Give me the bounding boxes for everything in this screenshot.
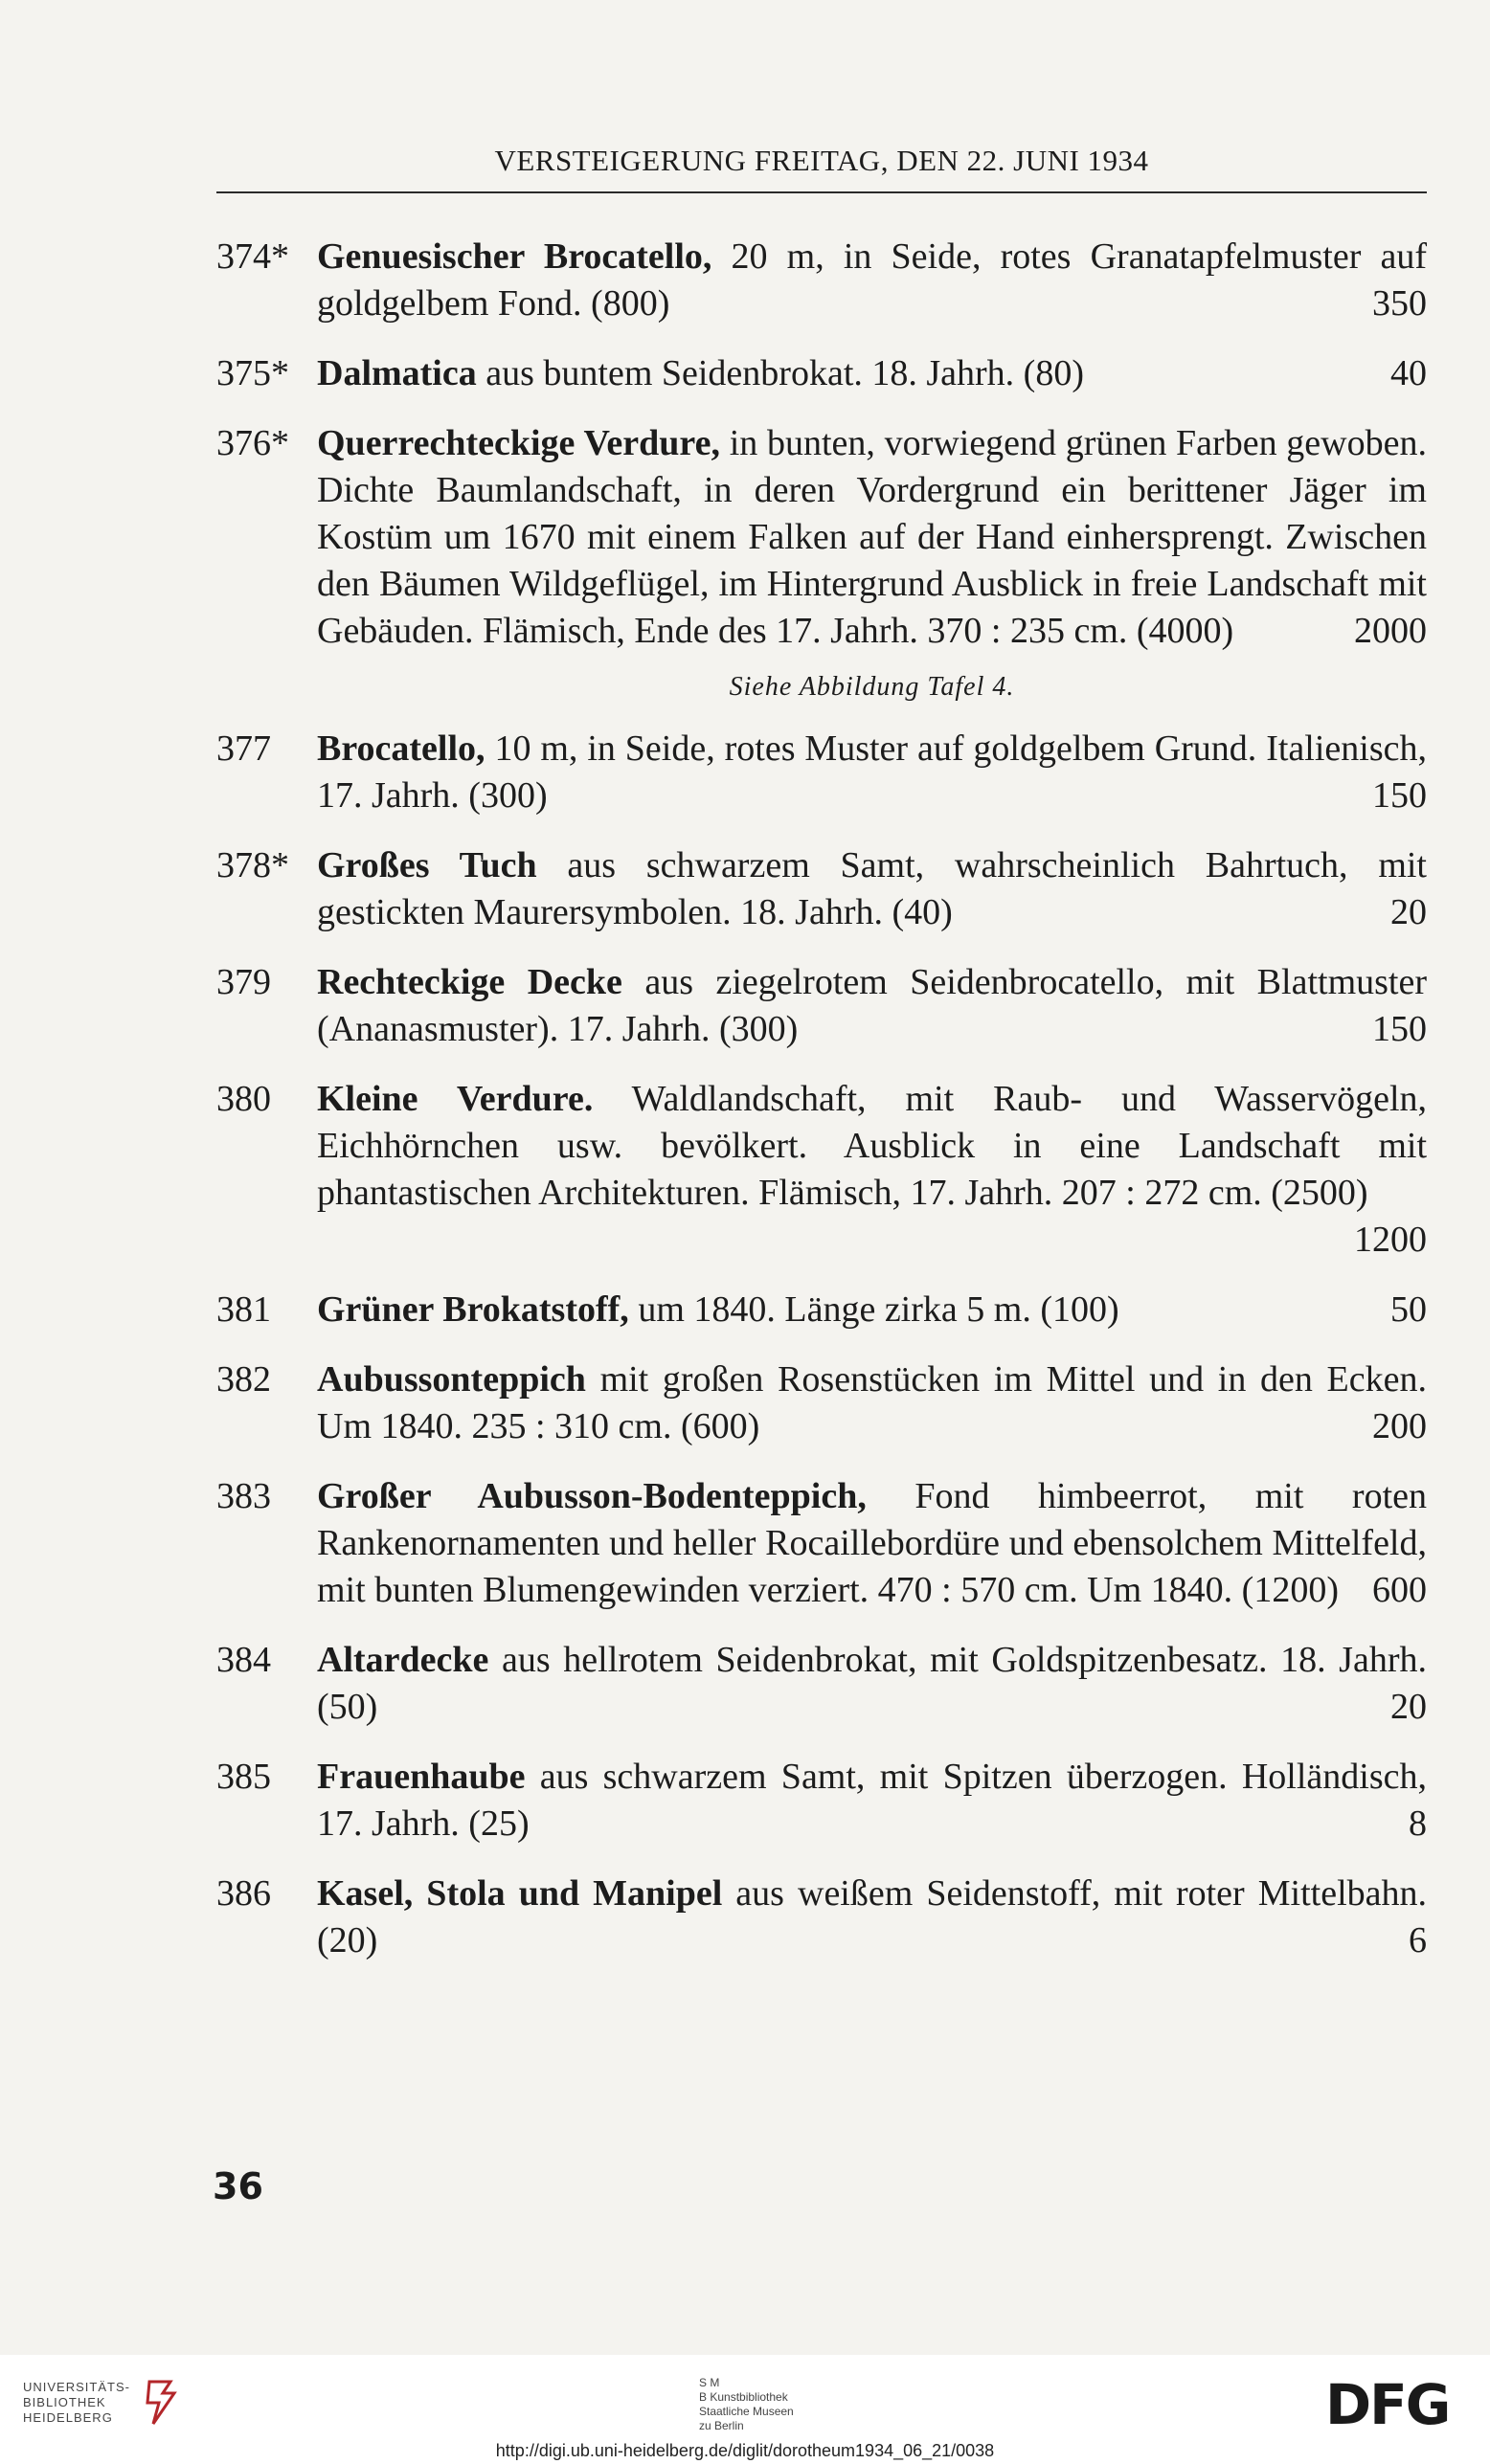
lot-entry [216, 1356, 1427, 1450]
lot-number: 381 [216, 1289, 271, 1330]
lot-title: Genuesischer Brocatello, [317, 236, 712, 277]
lot-list [216, 234, 1427, 1987]
lot-title: Kasel, Stola und Manipel [317, 1873, 723, 1914]
lot-description: aus ziegelrotem Seidenbrocatello, mit Blattmuster (Ananasmuster). 17. Jahrh. (300) [317, 962, 1427, 1049]
library-emblem-icon [142, 2374, 180, 2431]
lot-title: Brocatello, [317, 728, 485, 769]
lot-description: 10 m, in Seide, rotes Muster auf goldgelbem Grund. Italienisch, 17. Jahrh. (300) [317, 728, 1427, 816]
lot-price: 20 [1390, 892, 1427, 932]
lot-title: Großes Tuch [317, 845, 537, 885]
header-rule [216, 191, 1427, 193]
lot-title: Dalmatica [317, 353, 477, 393]
lot-title: Rechteckige Decke [317, 962, 622, 1002]
stamp-line: Staatliche Museen [699, 2405, 794, 2418]
lot-entry [216, 1637, 1427, 1731]
lot-number: 383 [216, 1476, 271, 1516]
library-logo-line: BIBLIOTHEK [23, 2395, 106, 2409]
lot-description: Fond himbeerrot, mit roten Rankenornamenten und heller Rocaillebordüre und ebensolchem Mittelfeld, mit bunten Blumengewinden verziert. 470 : 570 cm. Um 1840. (1200) [317, 1476, 1427, 1610]
running-header: VERSTEIGERUNG FREITAG, DEN 22. JUNI 1934 [494, 144, 1149, 177]
viewer-footer [0, 2355, 1490, 2464]
lot-description: 20 m, in Seide, rotes Granatapfelmuster auf goldgelbem Fond. (800) [317, 236, 1428, 324]
permalink-url[interactable]: http://digi.ub.uni-heidelberg.de/diglit/dorotheum1934_06_21/0038 [495, 2441, 995, 2460]
lot-title: Großer Aubusson-Bodenteppich, [317, 1476, 867, 1516]
dfg-logo[interactable]: DFG [1325, 2372, 1450, 2437]
lot-price: 350 [1372, 283, 1427, 324]
stamp-line: B Kunstbibliothek [699, 2390, 788, 2404]
lot-description: aus weißem Seidenstoff, mit roter Mittelbahn. (20) [317, 1873, 1427, 1960]
library-logo-line: UNIVERSITÄTS- [23, 2380, 130, 2394]
lot-number: 376* [216, 423, 289, 463]
lot-entry [216, 234, 1427, 327]
lot-description: Waldlandschaft, mit Raub- und Wasservögeln, Eichhörnchen usw. bevölkert. Ausblick in eine Landschaft mit phantastischen Architekturen. Flämisch, 17. Jahrh. 207 : 272 cm. (2500) [317, 1079, 1428, 1213]
lot-title: Aubussonteppich [317, 1359, 586, 1400]
library-logo[interactable] [23, 2380, 130, 2426]
lot-number: 386 [216, 1873, 271, 1914]
holding-stamp [699, 2376, 794, 2433]
stamp-line: zu Berlin [699, 2419, 744, 2432]
lot-entry [216, 1076, 1427, 1264]
lot-description: aus hellrotem Seidenbrokat, mit Goldspitzenbesatz. 18. Jahrh. (50) [317, 1640, 1427, 1727]
lot-description: aus buntem Seidenbrokat. 18. Jahrh. (80) [476, 353, 1084, 393]
page-number: 36 [213, 2165, 263, 2207]
lot-title: Altardecke [317, 1640, 489, 1680]
lot-entry [216, 1287, 1427, 1333]
stamp-line: S M [699, 2376, 720, 2389]
lot-entry [216, 726, 1427, 819]
lot-description: aus schwarzem Samt, mit Spitzen überzogen. Holländisch, 17. Jahrh. (25) [317, 1757, 1427, 1844]
lot-price: 50 [1390, 1289, 1427, 1330]
lot-number: 375* [216, 353, 289, 393]
lot-entry [216, 420, 1427, 655]
plate-reference-note: Siehe Abbildung Tafel 4. [729, 672, 1015, 702]
lot-entry [216, 1870, 1427, 1964]
lot-entry [216, 1473, 1427, 1614]
lot-price: 20 [1390, 1687, 1427, 1727]
lot-price: 600 [1372, 1570, 1427, 1610]
lot-title: Grüner Brokatstoff, [317, 1289, 629, 1330]
lot-number: 374* [216, 236, 289, 277]
lot-price: 8 [1409, 1803, 1427, 1844]
lot-price: 1200 [1354, 1220, 1427, 1260]
lot-description: um 1840. Länge zirka 5 m. (100) [628, 1289, 1119, 1330]
lot-price: 6 [1409, 1920, 1427, 1960]
lot-price: 150 [1372, 1009, 1427, 1049]
lot-title: Querrechteckige Verdure, [317, 423, 720, 463]
lot-number: 379 [216, 962, 271, 1002]
lot-description: mit großen Rosenstücken im Mittel und in den Ecken. Um 1840. 235 : 310 cm. (600) [317, 1359, 1427, 1446]
lot-price: 2000 [1354, 611, 1427, 651]
lot-title: Kleine Verdure. [317, 1079, 594, 1119]
lot-description: aus schwarzem Samt, wahrscheinlich Bahrtuch, mit gestickten Maurersymbolen. 18. Jahrh. (40) [317, 845, 1427, 932]
lot-title: Frauenhaube [317, 1757, 526, 1797]
lot-price: 40 [1390, 353, 1427, 393]
lot-number: 377 [216, 728, 271, 769]
lot-number: 380 [216, 1079, 271, 1119]
lot-entry [216, 842, 1427, 936]
lot-number: 385 [216, 1757, 271, 1797]
lot-price: 150 [1372, 775, 1427, 816]
lot-entry [216, 1754, 1427, 1848]
lot-number: 378* [216, 845, 289, 885]
lot-number: 382 [216, 1359, 271, 1400]
library-logo-line: HEIDELBERG [23, 2410, 113, 2425]
lot-number: 384 [216, 1640, 271, 1680]
lot-price: 200 [1372, 1406, 1427, 1446]
lot-entry [216, 959, 1427, 1053]
lot-entry [216, 350, 1427, 397]
lot-description: in bunten, vorwiegend grünen Farben gewoben. Dichte Baumlandschaft, in deren Vordergrund ein berittener Jäger im Kostüm um 1670 mit einem Falken auf der Hand einhersprengt. Zwischen den Bäumen Wildgeflügel, im Hintergrund Ausblick in freie Landschaft mit Gebäuden. Flämisch, Ende des 17. Jahrh. 370 : 235 cm. (4000) [317, 423, 1427, 651]
